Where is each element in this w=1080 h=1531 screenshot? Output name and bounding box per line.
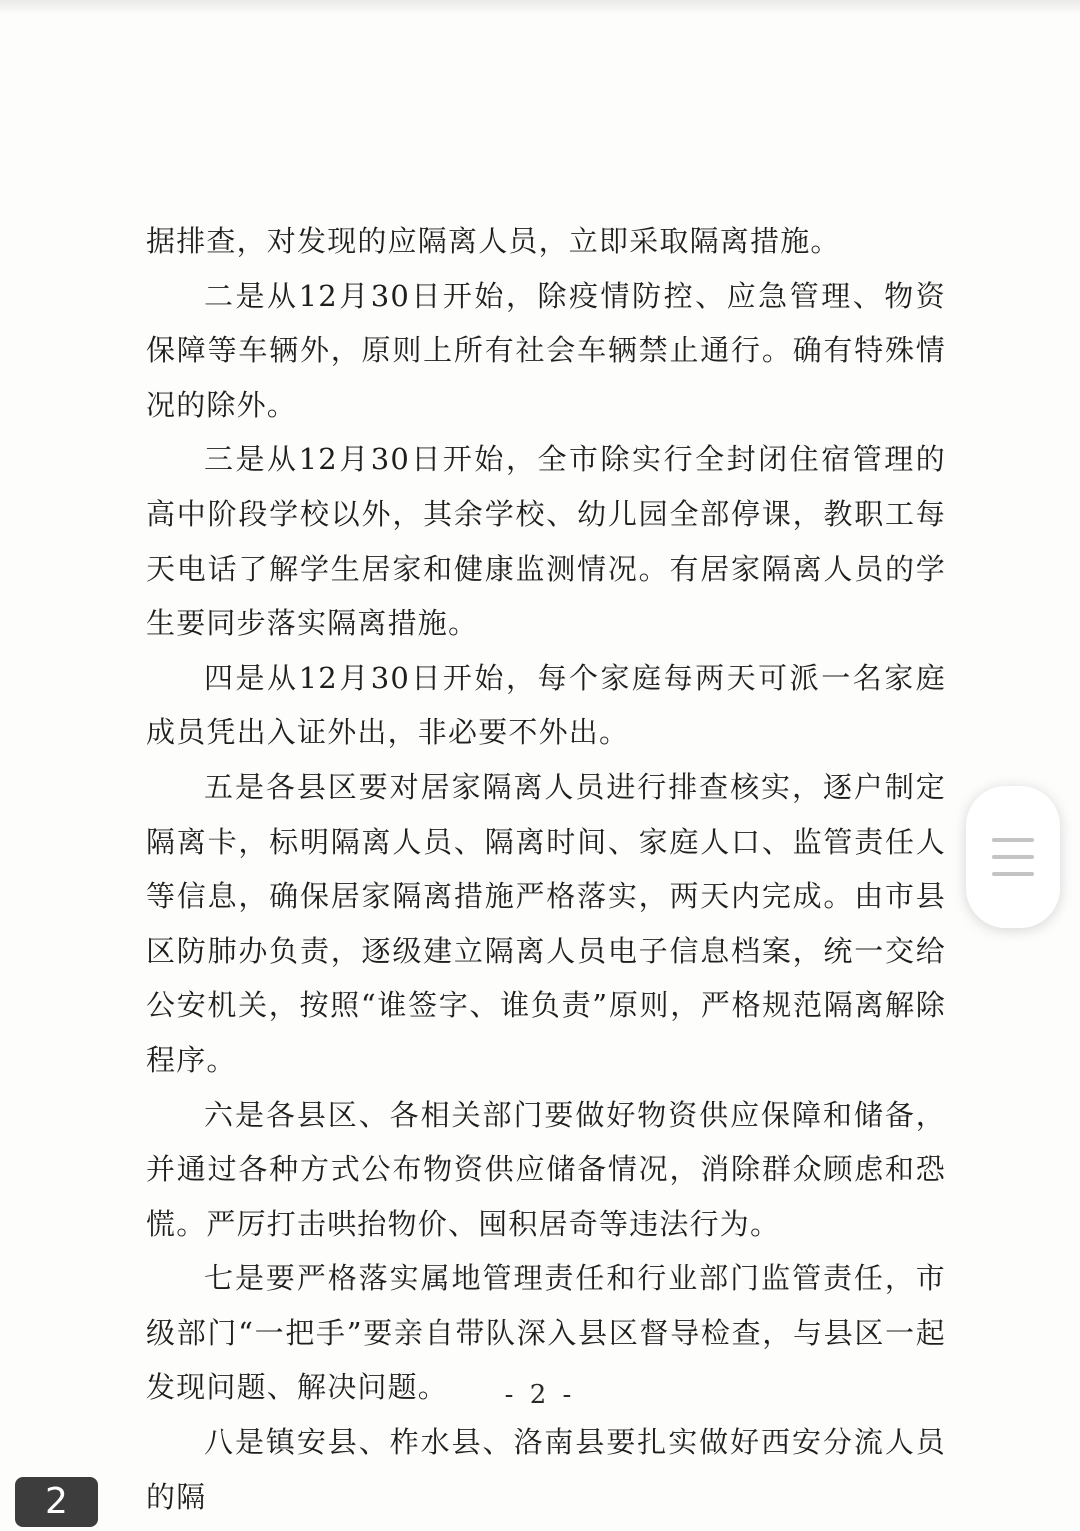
page-number: - 2 - — [504, 1380, 576, 1410]
paragraph-7: 八是镇安县、柞水县、洛南县要扎实做好西安分流人员的隔 — [146, 1425, 946, 1514]
hamburger-menu-icon — [992, 855, 1034, 859]
document-body — [146, 214, 946, 1524]
page-indicator-badge: 2 — [15, 1477, 98, 1527]
paragraph-2: 三是从12月30日开始，全市除实行全封闭住宿管理的高中阶段学校以外，其余学校、幼儿园全部停课，教职工每天电话了解学生居家和健康监测情况。有居家隔离人员的学生要同步落实隔离措施。 — [146, 442, 946, 641]
paragraph-0: 据排查，对发现的应隔离人员，立即采取隔离措施。 — [146, 224, 841, 258]
paragraph-4: 五是各县区要对居家隔离人员进行排查核实，逐户制定隔离卡，标明隔离人员、隔离时间、家庭人口、监管责任人等信息，确保居家隔离措施严格落实，两天内完成。由市县区防肺办负责，逐级建立隔离人员电子信息档案，统一交给公安机关，按照“谁签字、谁负责”原则，严格规范隔离解除程序。 — [146, 769, 946, 1077]
hamburger-menu-icon — [992, 872, 1034, 876]
floating-menu-button[interactable] — [966, 786, 1060, 928]
paragraph-6: 七是要严格落实属地管理责任和行业部门监管责任，市级部门“一把手”要亲自带队深入县区督导检查，与县区一起发现问题、解决问题。 — [146, 1261, 946, 1405]
paragraph-3: 四是从12月30日开始，每个家庭每两天可派一名家庭成员凭出入证外出，非必要不外出。 — [146, 660, 946, 750]
paragraph-5: 六是各县区、各相关部门要做好物资供应保障和储备，并通过各种方式公布物资供应储备情况，消除群众顾虑和恐慌。严厉打击哄抬物价、囤积居奇等违法行为。 — [146, 1097, 946, 1241]
hamburger-menu-icon — [992, 838, 1034, 842]
paragraph-1: 二是从12月30日开始，除疫情防控、应急管理、物资保障等车辆外，原则上所有社会车辆禁止通行。确有特殊情况的除外。 — [146, 278, 946, 422]
page-top-edge — [0, 0, 1080, 14]
